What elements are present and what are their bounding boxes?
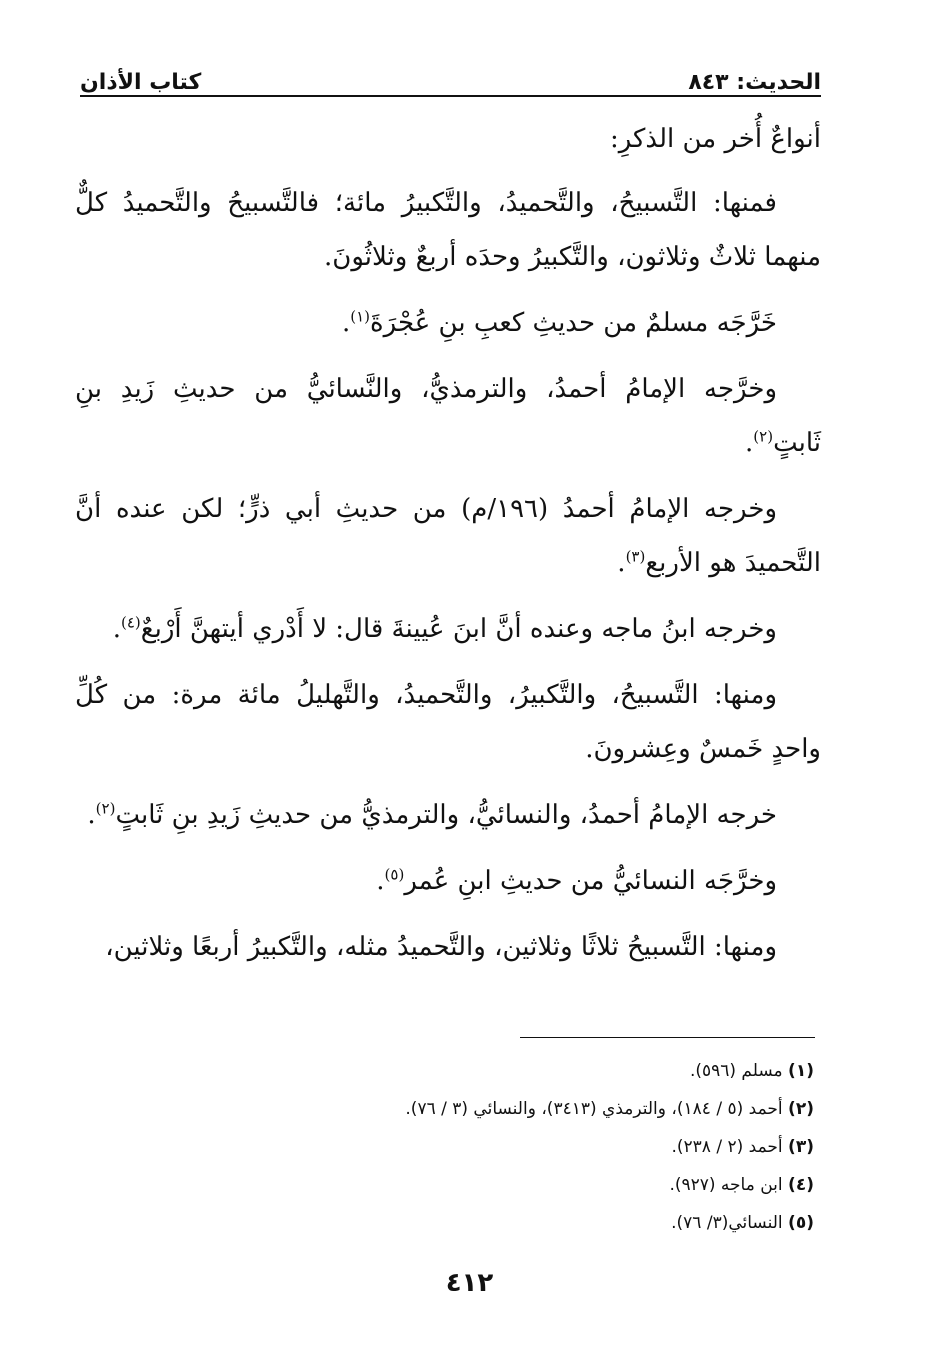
footnote-item: (٣) أحمد (٢ / ٢٣٨).: [671, 1137, 814, 1157]
footnote-ref-1: (١): [350, 307, 370, 326]
paragraph-9: وخرَّجَه النسائيُّ من حديثِ ابنِ عُمر$^{(٥)}$.: [376, 865, 777, 896]
footnote-divider: [520, 1037, 815, 1038]
paragraph-1: أنواعٌ أُخر من الذكرِ:: [609, 124, 821, 154]
paragraph-8: خرجه الإمامُ أحمدُ، والنسائيُّ، والترمذيُّ من حديثِ زَيدِ بنِ ثَابتٍ$^{(٢)}$.: [87, 799, 777, 830]
hadith-number-label: الحديث: ٨٤٣: [688, 70, 821, 95]
footnote-item: (٥) النسائي(٣/ ٧٦).: [671, 1213, 814, 1233]
running-header: [80, 55, 821, 95]
paragraph-4: وخرَّجه الإمامُ أحمدُ، والترمذيُّ، والنَّسائيُّ من حديثِ زَيدِ بنِ ثَابتٍ$^{(٢)}$.: [75, 374, 821, 458]
paragraph-2: فمنها: التَّسبيحُ، والتَّحميدُ، والتَّكبيرُ مائة؛ فالتَّسبيحُ والتَّحميدُ كلٌّ منهما ثلاثٌ وثلاثون، والتَّكبيرُ وحدَه أربعٌ وثلاثُونَ.: [75, 188, 821, 272]
footnote-ref-2b: (٢): [95, 799, 116, 818]
footnote-ref-4: (٤): [120, 613, 141, 632]
footnote-item: (٤) ابن ماجه (٩٢٧).: [669, 1175, 814, 1195]
book-title-label: كتاب الأذان: [80, 70, 202, 95]
footnote-ref-5: (٥): [384, 865, 405, 884]
paragraph-10: ومنها: التَّسبيحُ ثلاثًا وثلاثين، والتَّحميدُ مثله، والتَّكبيرُ أربعًا وثلاثين،: [105, 932, 777, 962]
footnote-item: (١) مسلم (٥٩٦).: [689, 1061, 814, 1081]
paragraph-5: وخرجه الإمامُ أحمدُ (١٩٦/م) من حديثِ أبي ذرٍّ؛ لكن عنده أنَّ التَّحميدَ هو الأربع$^{(٣)}$.: [75, 494, 821, 578]
paragraph-3: خَرَّجَه مسلمٌ من حديثِ كعبِ بنِ عُجْرَةَ$^{(١)}$.: [341, 307, 777, 338]
footnotes: [80, 1052, 814, 1242]
paragraph-6: وخرجه ابنُ ماجه وعنده أنَّ ابنَ عُيينةَ قال: لا أَدْري أيتهنَّ أَرْبعٌ$^{(٤)}$.: [112, 613, 777, 644]
footnote-item: (٢) أحمد (٥ / ١٨٤)، والترمذي (٣٤١٣)، والنسائي (٣ / ٧٦).: [405, 1099, 814, 1119]
main-text: [75, 112, 821, 986]
footnote-ref-3: (٣): [625, 547, 646, 566]
page-number: ٤١٢: [445, 1268, 494, 1298]
footnote-ref-2: (٢): [753, 427, 774, 446]
paragraph-7: ومنها: التَّسبيحُ، والتَّكبيرُ، والتَّحميدُ، والتَّهليلُ مائة مرة: من كُلِّ واحدٍ خَمسٌ وعِشرونَ.: [75, 680, 821, 764]
header-divider: [80, 95, 821, 97]
